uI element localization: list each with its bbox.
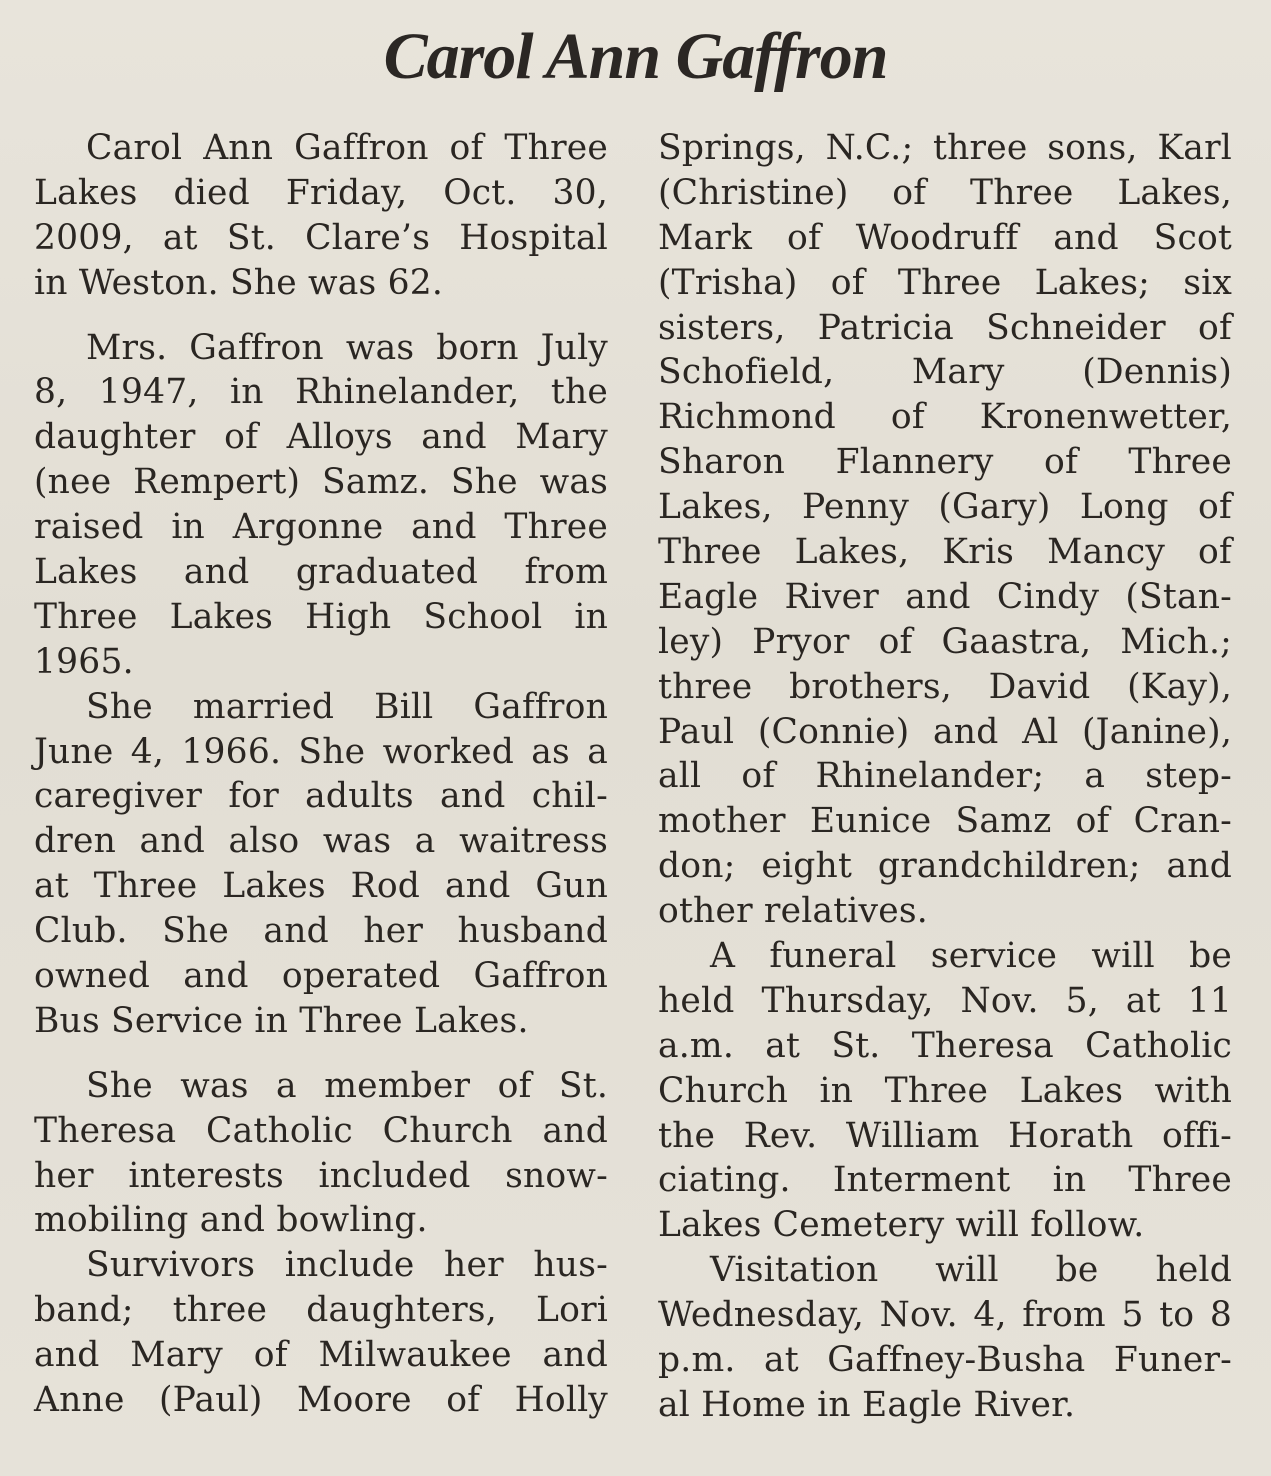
- text-line: Bus Service in Three Lakes.: [34, 1000, 529, 1041]
- text-line: dren and also was a waitress: [34, 821, 608, 862]
- text-line: Lakes Cemetery will follow.: [658, 1205, 1145, 1246]
- text-line: at Three Lakes Rod and Gun: [34, 866, 608, 907]
- text-line: Schofield, Mary (Dennis): [658, 352, 1232, 393]
- text-line: Lakes died Friday, Oct. 30,: [34, 172, 608, 213]
- text-line: Richmond of Kronenwetter,: [658, 397, 1232, 438]
- text-line: mother Eunice Samz of Cran-: [658, 801, 1232, 842]
- text-line: 2009, at St. Clare’s Hospital: [34, 217, 608, 258]
- text-line: raised in Argonne and Three: [34, 507, 608, 548]
- text-line: 8, 1947, in Rhinelander, the: [34, 372, 608, 413]
- text-line: Mrs. Gaffron was born July: [86, 327, 608, 368]
- text-line: Carol Ann Gaffron of Three: [86, 128, 608, 168]
- text-line: She was a member of St.: [86, 1065, 608, 1106]
- right-column: [658, 126, 1232, 1428]
- text-line: other relatives.: [658, 891, 928, 932]
- text-line: Springs, N.C.; three sons, Karl: [658, 128, 1232, 168]
- text-line: She married Bill Gaffron: [86, 686, 608, 727]
- text-line: the Rev. William Horath offi-: [658, 1115, 1232, 1156]
- text-line: Church in Three Lakes with: [658, 1070, 1232, 1111]
- left-column: [34, 126, 608, 1423]
- text-line: don; eight grandchildren; and: [658, 846, 1232, 887]
- obituary-headline: Carol Ann Gaffron: [383, 20, 888, 93]
- text-line: mobiling and bowling.: [34, 1200, 428, 1241]
- text-line: band; three daughters, Lori: [34, 1290, 608, 1331]
- text-line: Theresa Catholic Church and: [34, 1110, 608, 1151]
- text-line: in Weston. She was 62.: [34, 262, 444, 303]
- text-line: Visitation will be held: [710, 1250, 1232, 1291]
- text-line: ciating. Interment in Three: [658, 1160, 1232, 1201]
- text-line: p.m. at Gaffney-Busha Funer-: [658, 1340, 1232, 1381]
- text-line: daughter of Alloys and Mary: [34, 417, 608, 458]
- text-line: three brothers, David (Kay),: [658, 666, 1232, 707]
- text-line: ley) Pryor of Gaastra, Mich.;: [658, 621, 1232, 662]
- text-line: al Home in Eagle River.: [658, 1384, 1076, 1425]
- text-line: all of Rhinelander; a step-: [658, 756, 1232, 797]
- text-line: Wednesday, Nov. 4, from 5 to 8: [658, 1295, 1232, 1336]
- text-line: and Mary of Milwaukee and: [34, 1335, 608, 1376]
- text-line: Eagle River and Cindy (Stan-: [658, 576, 1232, 617]
- text-line: Three Lakes, Kris Mancy of: [658, 532, 1232, 573]
- text-line: sisters, Patricia Schneider of: [658, 307, 1232, 348]
- text-line: (Trisha) of Three Lakes; six: [658, 262, 1232, 303]
- text-line: Mark of Woodruff and Scot: [658, 217, 1232, 258]
- text-line: a.m. at St. Theresa Catholic: [658, 1025, 1232, 1066]
- text-line: Lakes and graduated from: [34, 552, 608, 593]
- text-line: held Thursday, Nov. 5, at 11: [658, 980, 1232, 1021]
- text-line: 1965.: [34, 641, 134, 682]
- text-line: (nee Rempert) Samz. She was: [34, 462, 608, 503]
- text-line: A funeral service will be: [710, 936, 1232, 977]
- text-line: Survivors include her hus-: [86, 1245, 608, 1286]
- text-line: Paul (Connie) and Al (Janine),: [658, 711, 1232, 752]
- text-line: owned and operated Gaffron: [34, 956, 608, 997]
- text-line: Lakes, Penny (Gary) Long of: [658, 487, 1232, 528]
- text-line: Three Lakes High School in: [34, 596, 608, 637]
- text-line: caregiver for adults and chil-: [34, 776, 608, 817]
- text-line: Sharon Flannery of Three: [658, 442, 1232, 483]
- text-line: (Christine) of Three Lakes,: [658, 172, 1232, 213]
- text-line: her interests included snow-: [34, 1155, 608, 1196]
- text-line: June 4, 1966. She worked as a: [34, 731, 608, 772]
- text-line: Club. She and her husband: [34, 911, 608, 952]
- text-line: Anne (Paul) Moore of Holly: [34, 1380, 608, 1421]
